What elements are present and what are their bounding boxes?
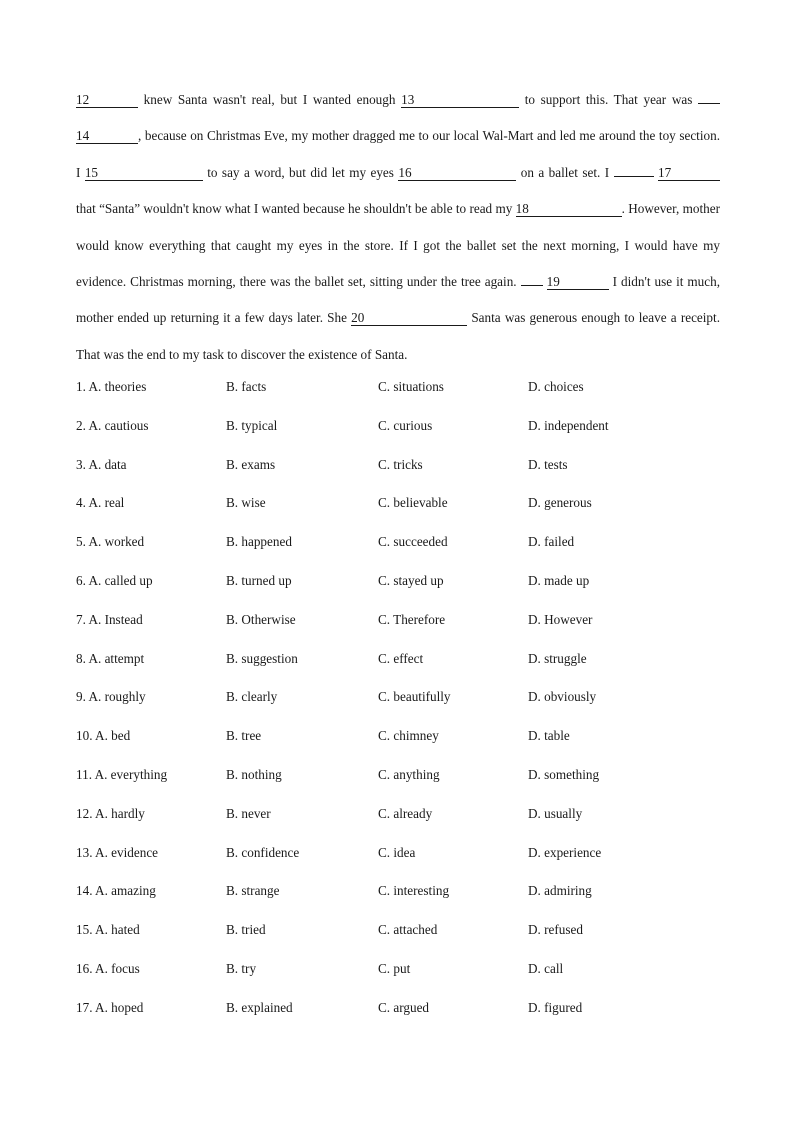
option-a: 6. A. called up <box>76 572 153 588</box>
option-d: D. obviously <box>528 689 597 705</box>
option-b: B. tried <box>226 922 266 938</box>
cloze-passage <box>76 82 720 373</box>
blank-20 <box>351 310 467 326</box>
option-a: 5. A. worked <box>76 534 145 550</box>
option-a: 14. A. amazing <box>76 883 156 899</box>
passage-text: that “Santa” wouldn't know what I wanted because he shouldn't be able to read my <box>76 201 516 217</box>
option-c: C. curious <box>378 417 433 433</box>
question-row <box>76 834 720 873</box>
option-b: B. facts <box>226 379 267 394</box>
option-a: 16. A. focus <box>76 960 140 976</box>
blank-19-number: 19 <box>546 274 560 290</box>
option-a: 4. A. real <box>76 495 125 511</box>
option-d: D. tests <box>528 456 568 472</box>
option-a: 17. A. hoped <box>76 999 144 1015</box>
question-row <box>76 523 720 562</box>
passage-text: Santa was generous enough to leave a receipt. That was the end to my task to discover the existence of Santa. <box>76 310 720 362</box>
question-row <box>76 717 720 756</box>
option-c: C. interesting <box>378 883 450 899</box>
passage-text: knew Santa wasn't real, but I wanted enough <box>138 92 402 107</box>
answer-options <box>76 368 720 1028</box>
blank-12 <box>76 92 138 108</box>
option-b: B. typical <box>226 417 278 433</box>
blank-14-number: 14 <box>76 128 90 144</box>
question-row <box>76 911 720 950</box>
question-row <box>76 872 720 911</box>
option-d: D. made up <box>528 572 590 588</box>
blank-16 <box>398 165 516 181</box>
option-d: D. struggle <box>528 650 587 666</box>
option-d: D. refused <box>528 922 583 938</box>
blank-13 <box>401 92 519 108</box>
option-a: 15. A. hated <box>76 922 140 938</box>
option-b: B. explained <box>226 999 293 1015</box>
blank-16-number: 16 <box>398 164 412 180</box>
blank-17 <box>658 165 720 181</box>
option-a: 11. A. everything <box>76 766 168 782</box>
option-c: C. Therefore <box>378 611 446 627</box>
question-row <box>76 407 720 446</box>
question-row <box>76 989 720 1028</box>
blank-15-number: 15 <box>84 164 99 180</box>
option-b: B. try <box>226 960 257 976</box>
option-c: C. beautifully <box>378 689 451 705</box>
option-d: D. However <box>528 611 593 627</box>
blank-17-number: 17 <box>658 164 672 180</box>
option-c: C. chimney <box>378 728 439 744</box>
option-b: B. happened <box>226 534 292 550</box>
passage-text: to say a word, but did let my eyes <box>202 164 399 180</box>
option-d: D. experience <box>528 844 602 860</box>
passage-text: . However, mother would know everything that caught my eyes in the store. If I got the ballet set the next morning, I would have my evidence. Christmas morning, there was the ballet set, sitting under the tree again. <box>76 201 720 290</box>
option-a: 9. A. roughly <box>76 689 146 705</box>
option-b: B. turned up <box>226 572 292 588</box>
option-b: B. never <box>226 805 271 821</box>
blank-15 <box>85 165 203 181</box>
passage-text: to support this. That year was <box>519 92 698 107</box>
option-c: C. idea <box>378 844 416 860</box>
option-b: B. nothing <box>226 766 282 782</box>
option-c: C. situations <box>378 379 444 394</box>
option-a: 7. A. Instead <box>76 611 143 627</box>
blank-13-number: 13 <box>401 92 415 107</box>
question-row <box>76 640 720 679</box>
blank-18 <box>516 201 622 217</box>
blank-18-number: 18 <box>515 201 529 217</box>
option-a: 1. A. theories <box>76 379 147 394</box>
option-d: D. failed <box>528 534 575 550</box>
passage-text: on a ballet set. I <box>516 164 614 180</box>
option-a: 2. A. cautious <box>76 417 149 433</box>
question-row <box>76 368 720 407</box>
option-c: C. already <box>378 805 433 821</box>
option-c: C. put <box>378 960 411 976</box>
option-d: D. admiring <box>528 883 592 899</box>
blank-20-number: 20 <box>351 310 365 326</box>
blank-19 <box>547 274 609 290</box>
option-b: B. clearly <box>226 689 278 705</box>
option-d: D. usually <box>528 805 583 821</box>
question-row <box>76 601 720 640</box>
option-d: D. independent <box>528 417 609 433</box>
option-b: B. strange <box>226 883 280 899</box>
option-c: C. believable <box>378 495 448 511</box>
option-d: D. call <box>528 960 564 976</box>
option-c: C. attached <box>378 922 438 938</box>
question-row <box>76 756 720 795</box>
option-a: 12. A. hardly <box>76 805 145 821</box>
option-a: 10. A. bed <box>76 728 131 744</box>
option-b: B. confidence <box>226 844 300 860</box>
question-row <box>76 678 720 717</box>
option-c: C. succeeded <box>378 534 448 550</box>
question-row <box>76 795 720 834</box>
option-a: 8. A. attempt <box>76 650 145 666</box>
option-d: D. figured <box>528 999 583 1015</box>
option-b: B. exams <box>226 456 276 472</box>
option-c: C. argued <box>378 999 430 1015</box>
blank-14 <box>76 128 138 144</box>
question-row <box>76 484 720 523</box>
question-row <box>76 562 720 601</box>
option-c: C. effect <box>378 650 424 666</box>
question-row <box>76 446 720 485</box>
option-b: B. Otherwise <box>226 611 296 627</box>
option-d: D. something <box>528 766 600 782</box>
option-c: C. tricks <box>378 456 423 472</box>
option-d: D. choices <box>528 379 584 394</box>
option-a: 13. A. evidence <box>76 844 159 860</box>
blank-19-lead <box>521 285 543 286</box>
option-b: B. suggestion <box>226 650 298 666</box>
option-b: B. wise <box>226 495 266 511</box>
option-d: D. generous <box>528 495 592 511</box>
option-c: C. stayed up <box>378 572 444 588</box>
passage-text: , because on Christmas Eve, my mother dragged me to our local Wal-Mart and led me around the toy section. I <box>76 128 720 180</box>
option-c: C. anything <box>378 766 440 782</box>
passage-text: I didn't use it much, mother ended up returning it a few days later. She <box>76 274 720 326</box>
blank-17-lead <box>614 176 654 177</box>
blank-14-lead <box>698 103 720 104</box>
option-d: D. table <box>528 728 570 744</box>
option-b: B. tree <box>226 728 262 744</box>
option-a: 3. A. data <box>76 456 127 472</box>
blank-12-number: 12 <box>76 92 90 107</box>
question-row <box>76 950 720 989</box>
